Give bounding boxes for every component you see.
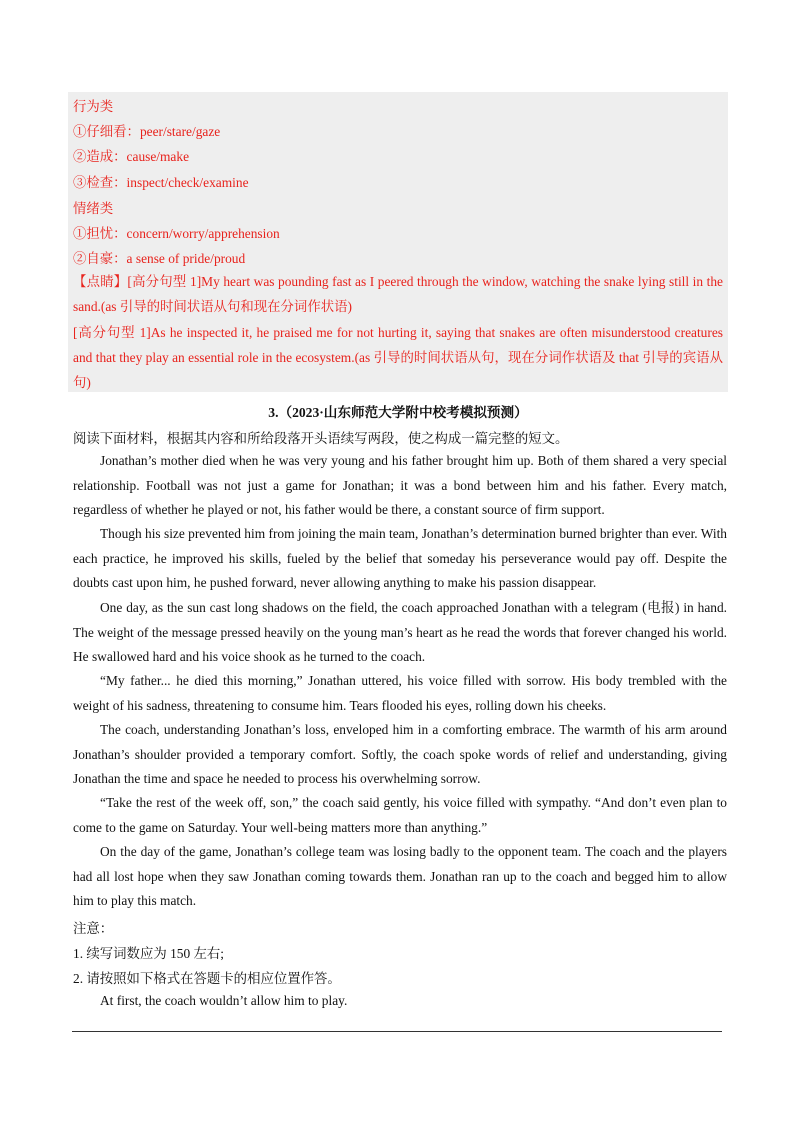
category-behavior: 行为类: [73, 99, 114, 114]
question-instruction: 阅读下面材料，根据其内容和所给段落开头语续写两段，使之构成一篇完整的短文。: [73, 431, 569, 446]
story-paragraph: Though his size prevented him from joining the main team, Jonathan’s determination burned brighter than ever. With each practice, he improved his skills, fueled by the belief that someday his perseverance would pay off. Despite the doubts cast upon him, he pushed forward, never allowing anything to make his passion disappear.: [73, 526, 727, 590]
note-item-1: 1. 续写词数应为 150 左右;: [73, 946, 225, 961]
category-emotion: 情绪类: [73, 201, 114, 216]
highlight-sentence-2: [高分句型 1]As he inspected it, he praised me for not hurting it, saying that snakes are often misunderstood creatures and that they play an essential role in the ecosystem.(as 引导的时间状语从句，现在分词作状语及 that 引导的宾语从句): [73, 325, 723, 390]
highlight-sentence-1: 【点睛】[高分句型 1]My heart was pounding fast as I peered through the window, watching the snake lying still in the sand.(as 引导的时间状语从句和现在分词作状语): [73, 274, 723, 314]
answer-line: [72, 1031, 722, 1032]
notes-box: [68, 92, 728, 392]
story-paragraph: One day, as the sun cast long shadows on the field, the coach approached Jonathan with a telegram (电报) in hand. The weight of the message pressed heavily on the young man’s heart as he read the words that forever changed his world. He swallowed hard and his voice shook as he turned to the coach.: [73, 600, 727, 664]
story-paragraph: On the day of the game, Jonathan’s college team was losing badly to the opponent team. The coach and the players had all lost hope when they saw Jonathan coming towards them. Jonathan ran up to the coach and begged him to allow him to play this match.: [73, 844, 727, 908]
story-paragraph: “Take the rest of the week off, son,” the coach said gently, his voice filled with sympathy. “And don’t even plan to come to the game on Saturday. Your well-being matters more than anything.”: [73, 795, 727, 835]
note-line: ③检查：inspect/check/examine: [73, 175, 249, 190]
note-line: ②造成：cause/make: [73, 149, 190, 164]
story-paragraph: Jonathan’s mother died when he was very young and his father brought him up. Both of them shared a very special relationship. Football was not just a game for Jonathan; it was a bond between him and his father. Every match, regardless of whether he played or not, his father would be there, a constant source of firm support.: [73, 453, 727, 517]
story-paragraph: The coach, understanding Jonathan’s loss, enveloped him in a comforting embrace. The warmth of his arm around Jonathan’s shoulder provided a temporary comfort. Softly, the coach spoke words of relief and understanding, giving Jonathan the time and space he needed to process his overwhelming sorrow.: [73, 722, 727, 786]
note-item-2: 2. 请按照如下格式在答题卡的相应位置作答。: [73, 971, 341, 986]
story-paragraph: “My father... he died this morning,” Jonathan uttered, his voice filled with sorrow. His body trembled with the weight of his sadness, threatening to consume him. Tears flooded his eyes, rolling down his cheeks.: [73, 673, 727, 713]
note-line: ①担忧：concern/worry/apprehension: [73, 226, 280, 241]
opening-sentence: At first, the coach wouldn’t allow him to play.: [100, 993, 348, 1008]
note-line: ②自豪：a sense of pride/proud: [73, 251, 246, 266]
note-label: 注意：: [73, 921, 114, 936]
question-title: 3.（2023·山东师范大学附中校考模拟预测）: [268, 405, 528, 420]
note-line: ①仔细看：peer/stare/gaze: [73, 124, 221, 139]
